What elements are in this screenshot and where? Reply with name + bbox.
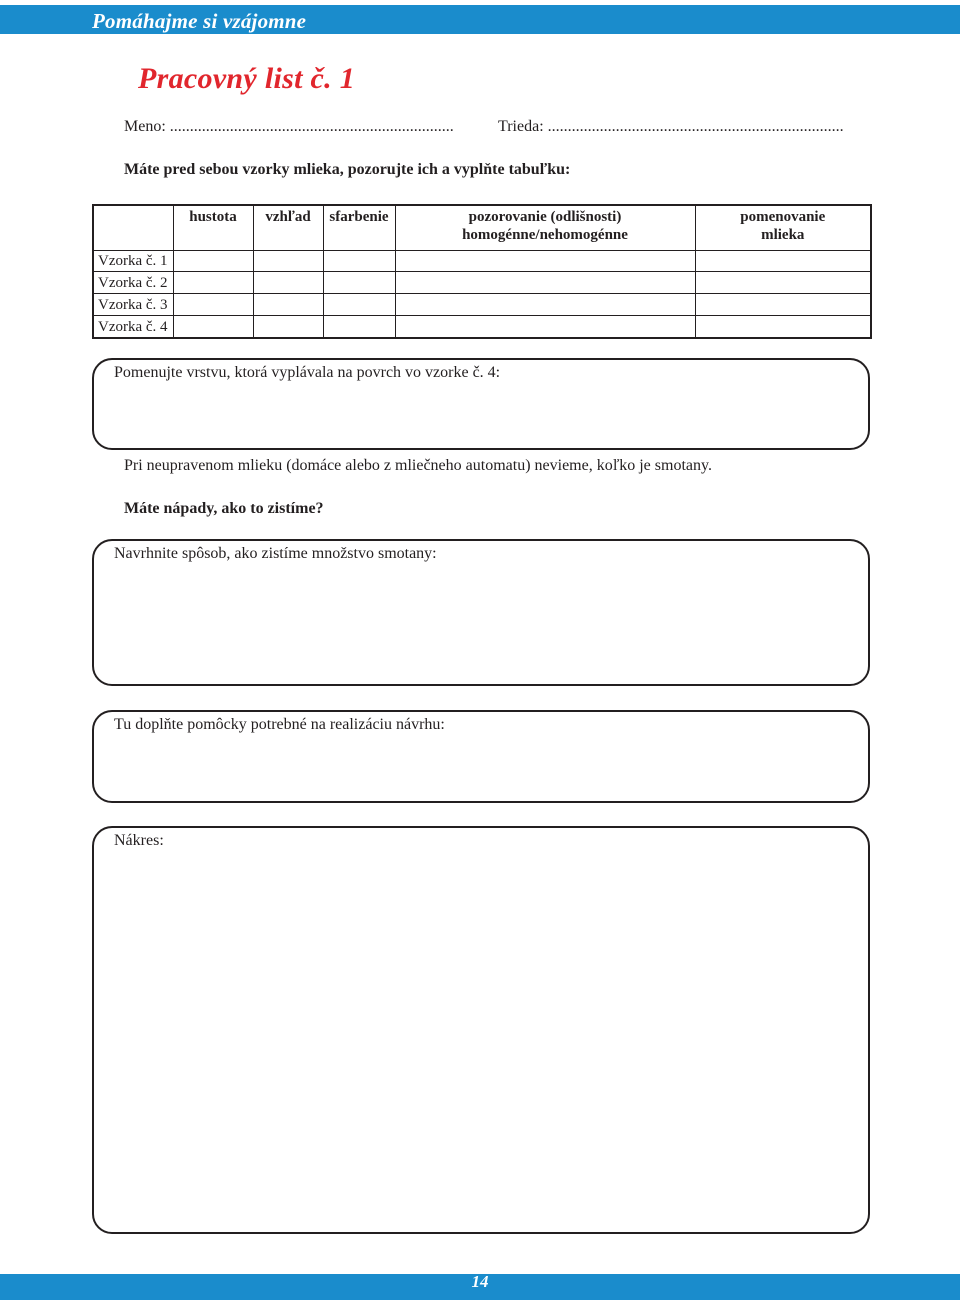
observation-cell[interactable] [395,272,695,294]
ideas-question: Máte nápady, ako to zistíme? [124,500,324,517]
observation-cell[interactable] [395,250,695,272]
header-naming [695,205,871,250]
row-label: Vzorka č. 1 [93,250,173,272]
observation-table [92,204,872,339]
worksheet-title: Pracovný list č. 1 [138,62,356,95]
color-cell[interactable] [323,250,395,272]
row-label: Vzorka č. 2 [93,272,173,294]
header-observation-line1: pozorovanie (odlišnosti) [468,209,622,225]
raw-milk-paragraph: Pri neupravenom mlieku (domáce alebo z mliečneho automatu) nevieme, koľko je smotany. [124,457,712,474]
name-field[interactable]: Meno: ....................................................................... [124,118,454,135]
appearance-cell[interactable] [253,272,323,294]
header-color: sfarbenie [323,205,395,250]
naming-cell[interactable] [695,272,871,294]
header-title: Pomáhajme si vzájomne [92,9,307,33]
density-cell[interactable] [173,316,253,338]
header-observation [395,205,695,250]
header-naming-line2: mlieka [761,227,805,243]
layer-answer-box[interactable] [92,358,870,450]
observation-cell[interactable] [395,316,695,338]
method-answer-label: Navrhnite spôsob, ako zistíme množstvo smotany: [114,545,437,562]
appearance-cell[interactable] [253,294,323,316]
table-row [93,250,871,272]
density-cell[interactable] [173,250,253,272]
drawing-box[interactable] [92,826,870,1234]
appearance-cell[interactable] [253,250,323,272]
tools-answer-box[interactable] [92,710,870,803]
density-cell[interactable] [173,294,253,316]
header-density: hustota [173,205,253,250]
naming-cell[interactable] [695,250,871,272]
page-number: 14 [471,1272,489,1291]
naming-cell[interactable] [695,294,871,316]
method-answer-box[interactable] [92,539,870,686]
color-cell[interactable] [323,272,395,294]
header-empty-cell [93,205,173,250]
naming-cell[interactable] [695,316,871,338]
class-field[interactable]: Trieda: .......................................................................... [498,118,844,135]
row-label: Vzorka č. 4 [93,316,173,338]
drawing-label: Nákres: [114,832,164,849]
header-naming-line1: pomenovanie [740,209,826,225]
table-row [93,316,871,338]
appearance-cell[interactable] [253,316,323,338]
header-appearance: vzhľad [253,205,323,250]
row-label: Vzorka č. 3 [93,294,173,316]
color-cell[interactable] [323,294,395,316]
table-header-row [93,205,871,250]
tools-answer-label: Tu doplňte pomôcky potrebné na realizáciu návrhu: [114,716,445,733]
table-instruction: Máte pred sebou vzorky mlieka, pozorujte ich a vyplňte tabuľku: [124,161,571,178]
observation-cell[interactable] [395,294,695,316]
density-cell[interactable] [173,272,253,294]
header-bar [0,5,960,34]
header-observation-line2: homogénne/nehomogénne [462,227,628,243]
table-row [93,272,871,294]
color-cell[interactable] [323,316,395,338]
table-row [93,294,871,316]
layer-answer-label: Pomenujte vrstvu, ktorá vyplávala na povrch vo vzorke č. 4: [114,364,501,381]
